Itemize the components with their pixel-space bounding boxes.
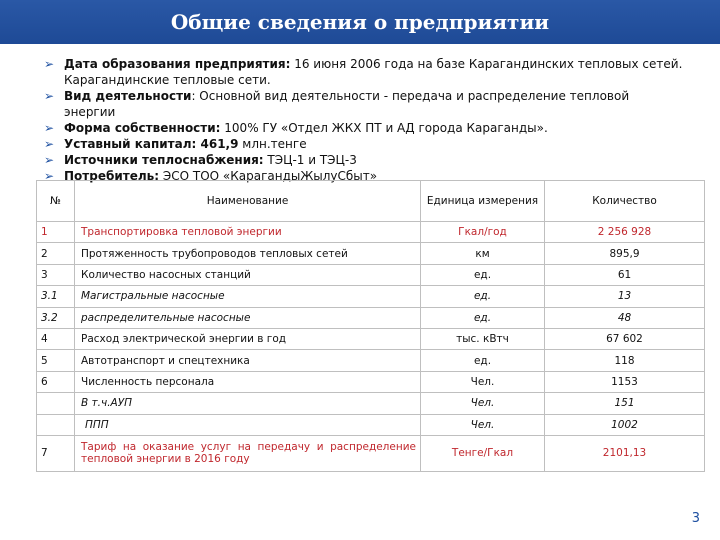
cell-unit: Чел. bbox=[421, 393, 545, 414]
cell-qty: 48 bbox=[545, 307, 705, 328]
cell-name: ППП bbox=[75, 414, 421, 435]
column-header-qty: Количество bbox=[545, 181, 705, 222]
cell-unit: км bbox=[421, 243, 545, 264]
arrow-bullet-icon: ➢ bbox=[44, 57, 55, 71]
enterprise-data-table bbox=[36, 180, 705, 472]
cell-num: 7 bbox=[37, 435, 75, 471]
table-row bbox=[37, 264, 705, 285]
cell-num bbox=[37, 414, 75, 435]
info-value: млн.тенге bbox=[238, 137, 307, 151]
cell-name: распределительные насосные bbox=[75, 307, 421, 328]
cell-num: 3.2 bbox=[37, 307, 75, 328]
cell-name: Количество насосных станций bbox=[75, 264, 421, 285]
cell-num: 2 bbox=[37, 243, 75, 264]
info-label: Форма собственности: bbox=[64, 121, 221, 135]
cell-qty: 1153 bbox=[545, 371, 705, 392]
cell-num: 6 bbox=[37, 371, 75, 392]
table-row bbox=[37, 286, 705, 307]
cell-unit: Гкал/год bbox=[421, 222, 545, 243]
cell-unit: ед. bbox=[421, 286, 545, 307]
cell-name: Автотранспорт и спецтехника bbox=[75, 350, 421, 371]
table-row bbox=[37, 307, 705, 328]
info-value: ЭСО ТОО «КарагандыЖылуСбыт» bbox=[159, 169, 378, 183]
column-header-num: № bbox=[37, 181, 75, 222]
cell-name: Транспортировка тепловой энергии bbox=[75, 222, 421, 243]
company-info-list bbox=[44, 56, 684, 184]
arrow-bullet-icon: ➢ bbox=[44, 89, 55, 103]
cell-qty: 118 bbox=[545, 350, 705, 371]
table-row bbox=[37, 435, 705, 471]
cell-qty: 2101,13 bbox=[545, 435, 705, 471]
cell-unit: тыс. кВтч bbox=[421, 328, 545, 349]
cell-num: 3.1 bbox=[37, 286, 75, 307]
info-label: Вид деятельности bbox=[64, 89, 192, 103]
table-row bbox=[37, 414, 705, 435]
table-header-row bbox=[37, 181, 705, 222]
info-label: Потребитель: bbox=[64, 169, 160, 183]
cell-name: Протяженность трубопроводов тепловых сетей bbox=[75, 243, 421, 264]
table-row bbox=[37, 243, 705, 264]
table-row bbox=[37, 328, 705, 349]
cell-qty: 1002 bbox=[545, 414, 705, 435]
cell-unit: Тенге/Гкал bbox=[421, 435, 545, 471]
cell-unit: ед. bbox=[421, 350, 545, 371]
info-value: 16 июня 2006 года на базе Карагандинских тепловых сетей. Карагандинские тепловые сети. bbox=[64, 57, 683, 87]
info-value: 100% ГУ «Отдел ЖКХ ПТ и АД города Караганды». bbox=[220, 121, 548, 135]
info-item-activity bbox=[44, 88, 684, 120]
table-row bbox=[37, 371, 705, 392]
cell-unit: Чел. bbox=[421, 414, 545, 435]
cell-qty: 13 bbox=[545, 286, 705, 307]
cell-num: 3 bbox=[37, 264, 75, 285]
cell-qty: 895,9 bbox=[545, 243, 705, 264]
cell-name: В т.ч.АУП bbox=[75, 393, 421, 414]
info-item-founding-date bbox=[44, 56, 684, 88]
column-header-name: Наименование bbox=[75, 181, 421, 222]
cell-name: Магистральные насосные bbox=[75, 286, 421, 307]
info-item-ownership bbox=[44, 120, 684, 136]
cell-unit: ед. bbox=[421, 264, 545, 285]
info-value: : Основной вид деятельности - передача и распределение тепловой энергии bbox=[64, 89, 630, 119]
page-number: 3 bbox=[691, 511, 700, 526]
cell-num: 4 bbox=[37, 328, 75, 349]
table-row bbox=[37, 222, 705, 243]
table-row bbox=[37, 350, 705, 371]
info-value: ТЭЦ-1 и ТЭЦ-3 bbox=[263, 153, 357, 167]
cell-qty: 67 602 bbox=[545, 328, 705, 349]
cell-unit: ед. bbox=[421, 307, 545, 328]
cell-num: 1 bbox=[37, 222, 75, 243]
cell-qty: 2 256 928 bbox=[545, 222, 705, 243]
cell-qty: 61 bbox=[545, 264, 705, 285]
column-header-unit: Единица измерения bbox=[421, 181, 545, 222]
arrow-bullet-icon: ➢ bbox=[44, 137, 55, 151]
cell-name: Численность персонала bbox=[75, 371, 421, 392]
cell-qty: 151 bbox=[545, 393, 705, 414]
info-label: Уставный капитал: 461,9 bbox=[64, 137, 239, 151]
cell-name: Расход электрической энергии в год bbox=[75, 328, 421, 349]
cell-num: 5 bbox=[37, 350, 75, 371]
table-row bbox=[37, 393, 705, 414]
cell-unit: Чел. bbox=[421, 371, 545, 392]
info-item-capital bbox=[44, 136, 684, 152]
info-label: Источники теплоснабжения: bbox=[64, 153, 264, 167]
info-item-heat-sources bbox=[44, 152, 684, 168]
page-title: Общие сведения о предприятии bbox=[0, 0, 720, 44]
arrow-bullet-icon: ➢ bbox=[44, 169, 55, 183]
cell-num bbox=[37, 393, 75, 414]
info-label: Дата образования предприятия: bbox=[64, 57, 291, 71]
arrow-bullet-icon: ➢ bbox=[44, 153, 55, 167]
arrow-bullet-icon: ➢ bbox=[44, 121, 55, 135]
cell-name: Тариф на оказание услуг на передачу и распределение тепловой энергии в 2016 году bbox=[75, 435, 421, 471]
